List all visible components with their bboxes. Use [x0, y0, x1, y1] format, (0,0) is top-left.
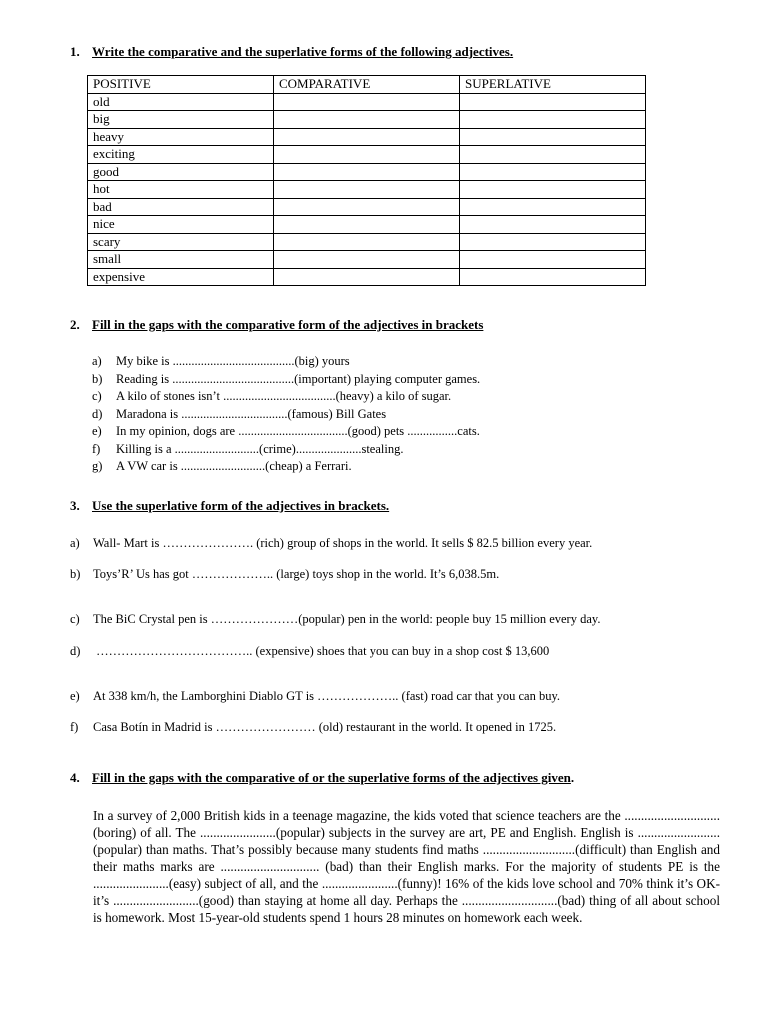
list-item	[92, 459, 352, 474]
superlative-cell[interactable]	[460, 111, 646, 129]
header-superlative: SUPERLATIVE	[460, 76, 646, 94]
item-label: a)	[70, 536, 80, 550]
item-label: c)	[92, 389, 102, 403]
superlative-cell[interactable]	[460, 251, 646, 269]
comparative-cell[interactable]	[274, 128, 460, 146]
item-label: f)	[70, 720, 79, 734]
positive-cell: hot	[88, 181, 274, 199]
table-row	[88, 93, 646, 111]
positive-cell: scary	[88, 233, 274, 251]
positive-cell: bad	[88, 198, 274, 216]
list-item	[70, 536, 592, 551]
comparative-cell[interactable]	[274, 181, 460, 199]
item-label: g)	[92, 459, 103, 473]
table-row	[88, 128, 646, 146]
fill-in-paragraph: In a survey of 2,000 British kids in a teenage magazine, the kids voted that science teachers are the .............................(boring) of all. The .......................(popular) subjects in the survey are art, PE and English. English is .........................(popular) than maths. That’s possibly because many students find maths ............................(difficult) than English and their maths marks are .............................. (bad) than their English marks. For the majority of students PE is the .......................(easy) subject of all, and the .......................(funny)! 16% of the kids love school and 70% think it’s OK- it’s ..........................(good) than staying at home all day. Perhaps the .............................(bad) thing of all about school is homework. Most 15-year-old students spend 1 hours 28 minutes on homework each week.	[93, 808, 720, 925]
comparative-cell[interactable]	[274, 233, 460, 251]
section1-number: 1.	[70, 44, 80, 59]
item-label: f)	[92, 442, 101, 456]
superlative-cell[interactable]	[460, 233, 646, 251]
superlative-cell[interactable]	[460, 93, 646, 111]
item-label: a)	[92, 354, 102, 368]
item-text: A kilo of stones isn’t ....................................(heavy) a kilo of sugar.	[116, 389, 452, 403]
comparative-cell[interactable]	[274, 198, 460, 216]
superlative-cell[interactable]	[460, 181, 646, 199]
section1-title: Write the comparative and the superlative forms of the following adjectives.	[92, 44, 514, 59]
table-row	[88, 146, 646, 164]
item-label: d)	[92, 407, 103, 421]
item-text: Toys’R’ Us has got ……………….. (large) toys shop in the world. It’s 6,038.5m.	[93, 567, 500, 581]
superlative-cell[interactable]	[460, 163, 646, 181]
item-label: c)	[70, 612, 80, 626]
superlative-cell[interactable]	[460, 268, 646, 286]
list-item	[92, 442, 403, 457]
table-row	[88, 163, 646, 181]
list-item	[70, 612, 600, 627]
superlative-cell[interactable]	[460, 216, 646, 234]
section3-number: 3.	[70, 498, 80, 513]
item-text: Killing is a ...........................(crime).....................stealing.	[116, 442, 404, 456]
section4-number: 4.	[70, 770, 80, 785]
list-item	[92, 372, 480, 387]
comparative-cell[interactable]	[274, 268, 460, 286]
table-row	[88, 233, 646, 251]
list-item	[92, 407, 386, 422]
list-item	[92, 389, 451, 404]
section3-heading	[70, 498, 389, 514]
table-row	[88, 181, 646, 199]
item-label: b)	[92, 372, 103, 386]
list-item	[70, 720, 556, 735]
section2-number: 2.	[70, 317, 80, 332]
comparative-cell[interactable]	[274, 146, 460, 164]
list-item	[92, 354, 350, 369]
comparative-cell[interactable]	[274, 163, 460, 181]
list-item	[70, 689, 560, 704]
item-text: Wall- Mart is …………………. (rich) group of shops in the world. It sells $ 82.5 billion every year.	[93, 536, 593, 550]
comparative-cell[interactable]	[274, 251, 460, 269]
table-row	[88, 216, 646, 234]
item-text: My bike is .......................................(big) yours	[116, 354, 350, 368]
comparative-cell[interactable]	[274, 216, 460, 234]
list-item	[70, 567, 499, 582]
item-text: At 338 km/h, the Lamborghini Diablo GT is ……………….. (fast) road car that you can buy.	[93, 689, 561, 703]
positive-cell: exciting	[88, 146, 274, 164]
section2-title: Fill in the gaps with the comparative form of the adjectives in brackets	[92, 317, 484, 332]
item-text: ……………………………….. (expensive) shoes that you can buy in a shop cost $ 13,600	[93, 644, 550, 658]
positive-cell: big	[88, 111, 274, 129]
item-label: d)	[70, 644, 81, 658]
section3-title: Use the superlative form of the adjectives in brackets.	[92, 498, 390, 513]
superlative-cell[interactable]	[460, 128, 646, 146]
item-label: b)	[70, 567, 81, 581]
positive-cell: good	[88, 163, 274, 181]
positive-cell: expensive	[88, 268, 274, 286]
table-row	[88, 251, 646, 269]
superlative-cell[interactable]	[460, 146, 646, 164]
table-row	[88, 111, 646, 129]
positive-cell: old	[88, 93, 274, 111]
table-row	[88, 198, 646, 216]
table-row	[88, 268, 646, 286]
positive-cell: heavy	[88, 128, 274, 146]
item-text: Maradona is ..................................(famous) Bill Gates	[116, 407, 387, 421]
section4-title: Fill in the gaps with the comparative of or the superlative forms of the adjectives given	[92, 770, 571, 785]
superlative-cell[interactable]	[460, 198, 646, 216]
section4-heading	[70, 770, 574, 786]
item-label: e)	[70, 689, 80, 703]
table-header-row	[88, 76, 646, 94]
comparative-cell[interactable]	[274, 111, 460, 129]
header-comparative: COMPARATIVE	[274, 76, 460, 94]
item-text: Casa Botín in Madrid is …………………… (old) restaurant in the world. It opened in 1725.	[93, 720, 557, 734]
item-label: e)	[92, 424, 102, 438]
header-positive: POSITIVE	[88, 76, 274, 94]
item-text: A VW car is ...........................(cheap) a Ferrari.	[116, 459, 352, 473]
item-text: Reading is .......................................(important) playing computer games.	[116, 372, 481, 386]
section2-heading	[70, 317, 483, 333]
positive-cell: small	[88, 251, 274, 269]
adjective-table	[87, 75, 646, 286]
item-text: The BiC Crystal pen is …………………(popular) pen in the world: people buy 15 million every day.	[93, 612, 601, 626]
section4-title-suffix: .	[570, 770, 575, 785]
positive-cell: nice	[88, 216, 274, 234]
list-item	[70, 644, 549, 659]
section1-heading	[70, 44, 513, 60]
comparative-cell[interactable]	[274, 93, 460, 111]
list-item	[92, 424, 480, 439]
item-text: In my opinion, dogs are ...................................(good) pets ................cats.	[116, 424, 480, 438]
